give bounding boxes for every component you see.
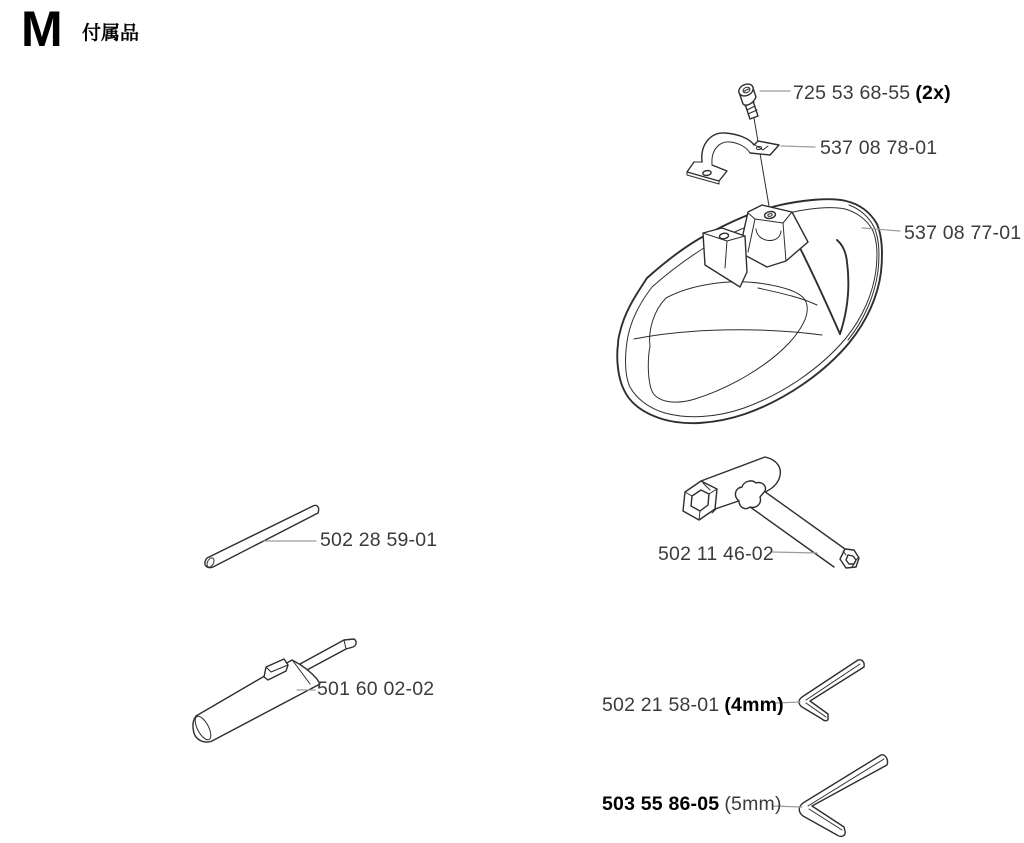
part-number: 725 53 68-55 (793, 82, 911, 104)
part-number: 502 28 59-01 (320, 529, 438, 551)
part-number: 502 21 58-01 (602, 694, 720, 716)
section-letter: M (21, 1, 62, 57)
part-number: 503 55 86-05 (602, 793, 720, 815)
part-number: 502 11 46-02 (658, 543, 774, 565)
part-qualifier: (5mm) (724, 793, 782, 815)
part-number: 537 08 77-01 (904, 222, 1022, 244)
pipe-clamp-illustration (687, 133, 815, 184)
hex-key-5mm-illustration (772, 755, 888, 837)
part-label-hex-key-5mm (602, 793, 782, 816)
part-number: 501 60 02-02 (317, 678, 435, 700)
rod-illustration (205, 505, 319, 568)
part-qualifier: (4mm) (724, 694, 784, 716)
hex-key-4mm-illustration (776, 660, 864, 721)
part-label-pipe-clamp (820, 137, 937, 160)
part-label-socket-wrench (658, 543, 774, 566)
part-qualifier: (2x) (915, 82, 951, 104)
part-number: 537 08 78-01 (820, 137, 938, 159)
mounting-screw-illustration (737, 82, 790, 119)
section-title: 付属品 (82, 23, 140, 44)
part-label-screwdriver (317, 678, 434, 701)
part-label-trimmer-guard (904, 222, 1021, 245)
part-label-mounting-screw (793, 82, 951, 105)
part-label-hex-key-4mm (602, 694, 784, 717)
part-label-rod (320, 529, 437, 552)
trimmer-guard-illustration (617, 118, 900, 423)
